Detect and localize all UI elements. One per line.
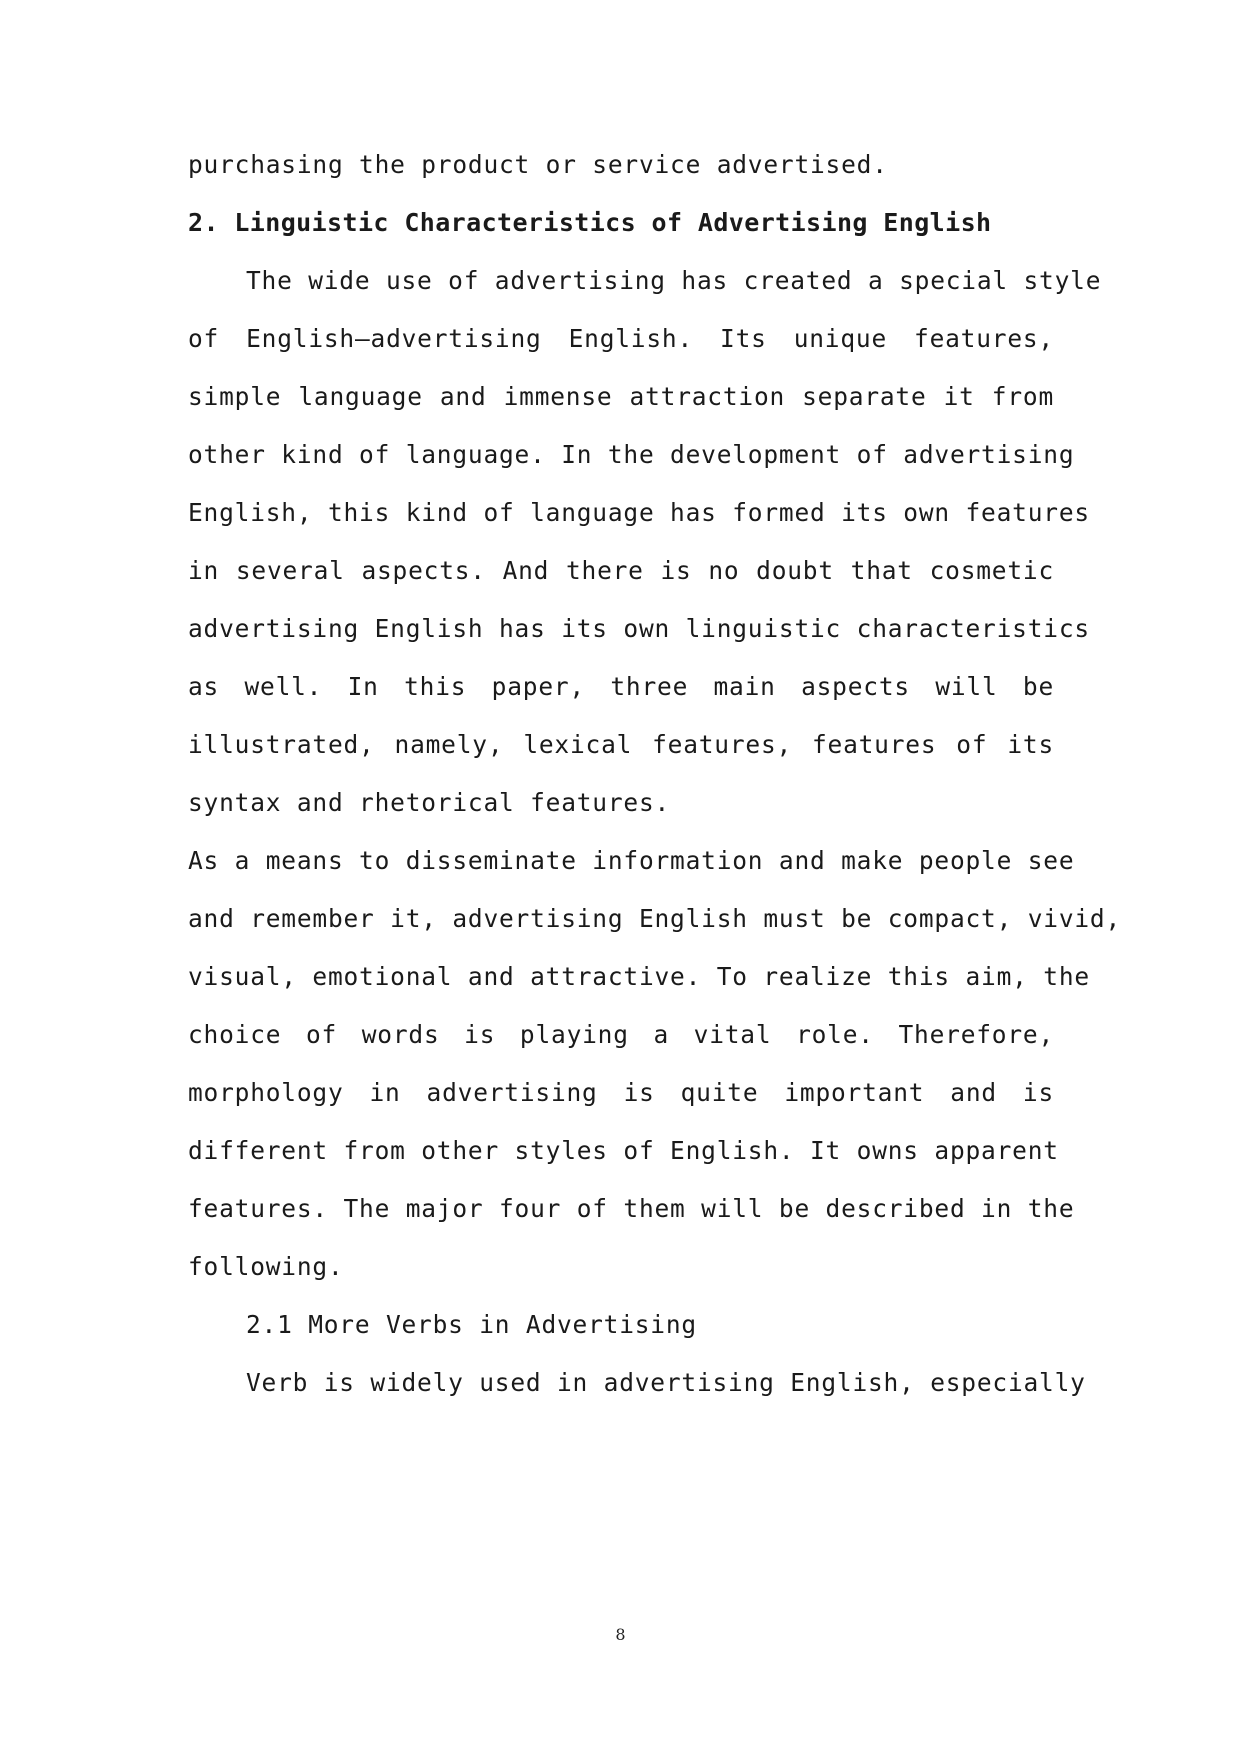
text-line: as well. In this paper, three main aspects will be bbox=[188, 672, 1054, 701]
text-line: Verb is widely used in advertising English, especially bbox=[246, 1368, 1086, 1397]
text-line: in several aspects. And there is no doubt that cosmetic bbox=[188, 556, 1054, 585]
text-line: of English—advertising English. Its unique features, bbox=[188, 324, 1054, 353]
text-line: illustrated, namely, lexical features, features of its bbox=[188, 730, 1054, 759]
text-line: visual, emotional and attractive. To realize this aim, the bbox=[188, 962, 1090, 991]
text-line: features. The major four of them will be described in the bbox=[188, 1194, 1075, 1223]
text-line: simple language and immense attraction separate it from bbox=[188, 382, 1054, 411]
text-line: The wide use of advertising has created a special style bbox=[246, 266, 1102, 295]
subsection-heading: 2.1 More Verbs in Advertising bbox=[246, 1310, 697, 1339]
text-line: choice of words is playing a vital role. Therefore, bbox=[188, 1020, 1054, 1049]
text-line: and remember it, advertising English must be compact, vivid, bbox=[188, 904, 1122, 933]
text-line: syntax and rhetorical features. bbox=[188, 788, 671, 817]
page-number: 8 bbox=[615, 1625, 626, 1644]
text-line: other kind of language. In the development of advertising bbox=[188, 440, 1075, 469]
text-line: As a means to disseminate information and make people see bbox=[188, 846, 1075, 875]
text-line: following. bbox=[188, 1252, 344, 1281]
text-line: English, this kind of language has formed its own features bbox=[188, 498, 1090, 527]
section-heading: 2. Linguistic Characteristics of Advertising English bbox=[188, 208, 992, 237]
text-line: purchasing the product or service advertised. bbox=[188, 150, 888, 179]
text-line: morphology in advertising is quite important and is bbox=[188, 1078, 1054, 1107]
text-line: advertising English has its own linguistic characteristics bbox=[188, 614, 1090, 643]
text-line: different from other styles of English. It owns apparent bbox=[188, 1136, 1059, 1165]
